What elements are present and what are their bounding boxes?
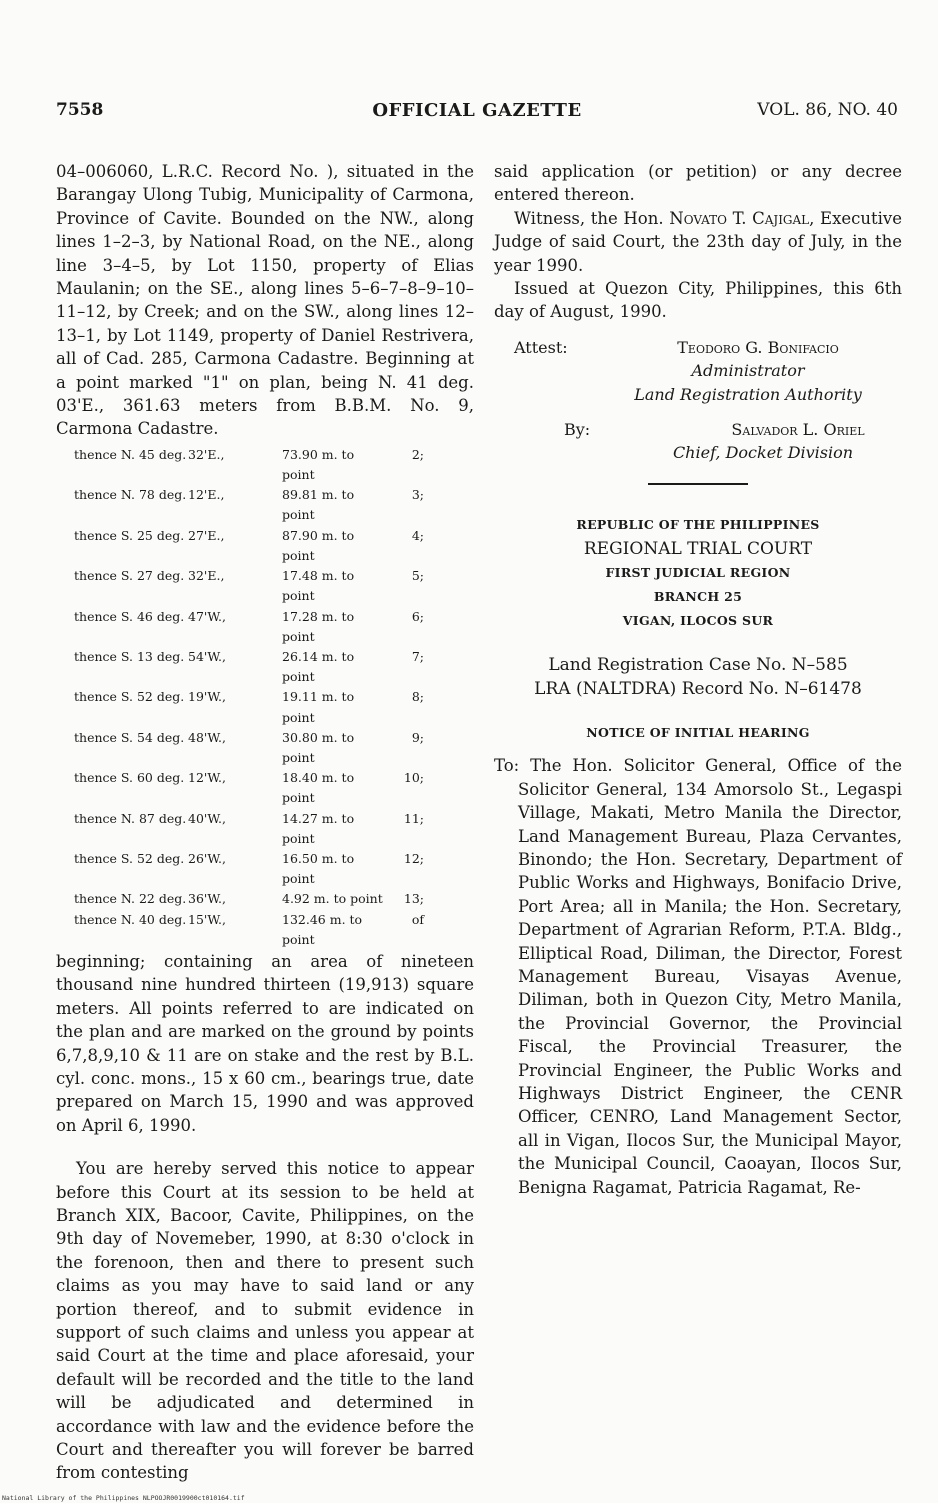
bearing-pt: 12; <box>403 850 424 866</box>
bearing-pt: 4; <box>411 527 424 543</box>
bearing-angle: 12'W., <box>188 770 226 786</box>
bearing-dir: thence S. 52 deg. <box>74 689 185 705</box>
bearing-dir: thence N. 87 deg. <box>74 810 187 826</box>
bearing-angle: 19'W., <box>188 689 226 705</box>
continuation-text: said application (or petition) or any decree entered thereon. <box>494 162 902 205</box>
bearing-angle: 47'W., <box>188 608 226 624</box>
bearing-pt: 2; <box>411 446 424 462</box>
bearing-angle: 15'W., <box>188 911 226 927</box>
bearing-dir: thence S. 46 deg. <box>74 608 185 624</box>
court-heading: REGIONAL TRIAL COURT <box>583 538 813 559</box>
bearing-row <box>74 526 474 566</box>
attest-name: Teodoro G. Bonifacio <box>677 337 839 357</box>
bearing-row <box>74 607 474 647</box>
bearing-dir: thence S. 25 deg. <box>74 527 185 543</box>
bearing-row <box>74 647 474 687</box>
bearing-dir: thence N. 45 deg. <box>74 446 187 462</box>
bearing-dist: 19.11 m. to point <box>282 689 355 725</box>
bearing-angle: 27'E., <box>188 527 225 543</box>
bearing-row <box>74 768 474 808</box>
bearing-dist: 14.27 m. to point <box>282 810 355 846</box>
section-divider <box>648 483 748 485</box>
bearing-angle: 36'W., <box>188 891 226 907</box>
attest-authority: Land Registration Authority <box>634 384 862 404</box>
attest-title: Administrator <box>691 361 805 381</box>
bearing-dist: 26.14 m. to point <box>282 648 355 685</box>
addressees: To: The Hon. Solicitor General, Office of the Solicitor General, 134 Amorsolo St., Legaspi Village, Makati, Metro Manila the Director, Land Management Bureau, Plaza Cervantes, Binondo; the Hon. Secretary, Department of Public Works and Highways, Bonifacio Drive, Port Area; all in Manila; the Hon. Secretary, Department of Agrarian Reform, P.T.A. Bldg., Elliptical Road, Diliman, the Director, Forest Management Bureau, Visayas Avenue, Diliman, both in Quezon City, Metro Manila, the Provincial Governor, the Provincial Fiscal, the Provincial Treasurer, the Provincial Engineer, the Public Works and Highways District Engineer, the CENR Officer, CENRO, Land Management Sector, all in Vigan, Ilocos Sur, the Municipal Mayor, the Municipal Council, Caoayan, Ilocos Sur, Benigna Ragamat, Patricia Ragamat, Re- <box>494 756 902 1197</box>
bearings-table <box>74 445 474 950</box>
bearing-angle: 26'W., <box>188 850 226 866</box>
property-description: 04–006060, L.R.C. Record No. ), situated in the Barangay Ulong Tubig, Municipality of Carmona, Province of Cavite. Bounded on the NW., along lines 1–2–3, by National Road, on the NE., along line 3–4–5, by Lot 1150, property of Elias Maulanin; on the SE., along lines 5–6–7–8–9–10–11–12, by Creek; and on the SW., along lines 12–13–1, by Lot 1149, property of Daniel Restrivera, all of Cad. 285, Carmona Cadastre. Beginning at a point marked "1" on plan, being N. 41 deg. 03'E., 361.63 meters from B.B.M. No. 9, Carmona Cadastre. <box>56 162 474 439</box>
by-label: By: <box>564 420 591 440</box>
bearing-pt: 9; <box>411 729 424 745</box>
bearing-dir: thence N. 22 deg. <box>74 891 187 907</box>
bearing-row <box>74 910 474 950</box>
bearing-dir: thence S. 52 deg. <box>74 850 185 866</box>
left-column <box>56 160 474 1485</box>
bearing-dist: 73.90 m. to point <box>282 446 355 483</box>
bearing-pt: 5; <box>411 568 424 584</box>
attest-label: Attest: <box>514 337 568 357</box>
bearing-dist: 18.40 m. to point <box>282 770 355 806</box>
page-header <box>56 100 898 126</box>
bearing-dist: 4.92 m. to point <box>282 891 383 907</box>
bearing-pt: 6; <box>411 608 424 624</box>
bearing-row <box>74 889 474 909</box>
bearing-dist: 89.81 m. to point <box>282 487 355 523</box>
bearing-pt: 8; <box>411 689 424 705</box>
bearing-dir: thence S. 27 deg. <box>74 568 185 584</box>
bearing-dist: 16.50 m. to point <box>282 850 355 887</box>
page-number: 7558 <box>56 100 104 120</box>
bearing-pt: 13; <box>403 891 424 907</box>
bearing-angle: 32'E., <box>188 446 225 462</box>
place-heading: VIGAN, ILOCOS SUR <box>622 612 774 628</box>
by-name: Salvador L. Oriel <box>731 420 865 440</box>
bearing-pt: 7; <box>411 648 424 664</box>
volume-info: VOL. 86, NO. 40 <box>757 100 898 120</box>
bearing-dir: thence S. 60 deg. <box>74 770 185 786</box>
scan-footer: National Library of the Philippines NLPOOJR0019900ct010164.tif <box>2 1494 245 1502</box>
bearing-dist: 17.48 m. to point <box>282 568 355 604</box>
bearing-pt: 11; <box>403 810 424 826</box>
bearing-angle: 48'W., <box>188 729 226 745</box>
issued-paragraph: Issued at Quezon City, Philippines, this 6th day of August, 1990. <box>494 279 902 322</box>
bearing-angle: 40'W., <box>188 810 226 826</box>
bearing-pt: 3; <box>411 487 424 503</box>
attest-signature <box>494 336 902 406</box>
bearing-dir: thence N. 78 deg. <box>74 487 187 503</box>
bearing-dist: 17.28 m. to point <box>282 608 355 644</box>
judge-name: Novato T. Cajigal, <box>669 208 815 228</box>
bearing-dist: 87.90 m. to point <box>282 527 355 563</box>
notice-title: NOTICE OF INITIAL HEARING <box>586 724 810 740</box>
right-column <box>494 160 902 1199</box>
record-number: LRA (NALTDRA) Record No. N–61478 <box>534 678 862 699</box>
bearing-row <box>74 809 474 849</box>
bearing-row <box>74 566 474 606</box>
publication-title: OFFICIAL GAZETTE <box>372 100 582 121</box>
bearing-dist: 30.80 m. to point <box>282 729 355 765</box>
bearing-row <box>74 687 474 727</box>
bearing-dir: thence S. 54 deg. <box>74 729 185 745</box>
bearing-dist: 132.46 m. to point <box>282 911 363 947</box>
republic-heading: REPUBLIC OF THE PHILIPPINES <box>576 516 820 532</box>
bearing-row <box>74 849 474 889</box>
property-closing: beginning; containing an area of nineteen thousand nine hundred thirteen (19,913) square meters. All points referred to are indicated on the plan and are marked on the ground by points 6,7,8,9,10 & 11 are on stake and the rest by B.L. cyl. conc. mons., 15 x 60 cm., bearings true, date prepared on March 15, 1990 and was approved on April 6, 1990. <box>56 951 474 1135</box>
case-number: Land Registration Case No. N–585 <box>548 654 848 675</box>
bearing-angle: 54'W., <box>188 648 226 664</box>
bearing-row <box>74 728 474 768</box>
witness-paragraph: Witness, the Hon. Novato T. Cajigal, Executive Judge of said Court, the 23th day of July, in the year 1990. <box>494 208 903 275</box>
region-heading: FIRST JUDICIAL REGION <box>605 564 791 580</box>
service-notice: You are hereby served this notice to appear before this Court at its session to be held at Branch XIX, Bacoor, Cavite, Philippines, on the 9th day of Novemeber, 1990, at 8:30 o'clock in the forenoon, then and there to present such claims as you may have to said land or any portion thereof, and to submit evidence in support of such claims and unless you appear at said Court at the time and place aforesaid, your default will be recorded and the title to the land will be adjudicated and determined in accordance with law and the evidence before the Court and thereafter you will forever be barred from contesting <box>56 1159 474 1483</box>
bearing-angle: 12'E., <box>188 487 225 503</box>
bearing-row <box>74 445 474 485</box>
bearing-pt: of <box>411 911 424 927</box>
bearing-row <box>74 485 474 525</box>
bearing-dir: thence N. 40 deg. <box>74 911 187 927</box>
bearing-angle: 32'E., <box>188 568 225 584</box>
bearing-pt: 10; <box>403 770 424 786</box>
branch-heading: BRANCH 25 <box>653 588 743 604</box>
by-signature <box>494 418 902 465</box>
by-title: Chief, Docket Division <box>672 443 854 463</box>
bearing-dir: thence S. 13 deg. <box>74 648 185 664</box>
